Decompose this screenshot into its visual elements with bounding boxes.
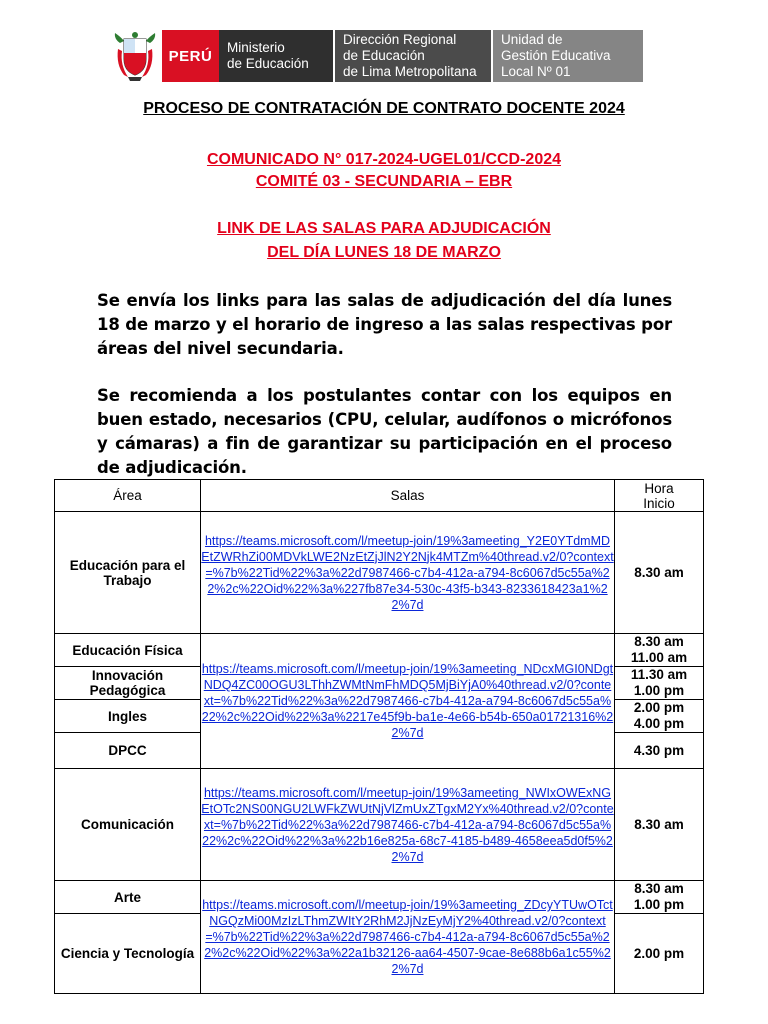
rooms-table xyxy=(54,479,704,994)
meeting-link[interactable] xyxy=(201,881,615,994)
link-title-line-1: LINK DE LAS SALAS PARA ADJUDICACIÓN xyxy=(217,220,551,237)
meeting-link-text[interactable]: https://teams.microsoft.com/l/meetup-join/19%3ameeting_NWIxOWExNGEtOTc2NS00NGU2LWFkZWUtNjVlZmUxZTgxM2Yx%40thread.v2/0?context=%7b%22Tid%22%3a%22d7987466-c7b4-412a-a794-8c6067d5c55a%22%2c%22Oid%22%3a%22b16e825a-68c7-4185-b489-4658eea5d0f5%22%7d xyxy=(201,785,614,864)
link-title-line-2: DEL DÍA LUNES 18 DE MARZO xyxy=(267,244,501,261)
document-title: PROCESO DE CONTRATACIÓN DE CONTRATO DOCENTE 2024 xyxy=(143,100,625,117)
start-time: 8.30 am 1.00 pm xyxy=(615,881,704,914)
start-time: 11.30 am 1.00 pm xyxy=(615,667,704,700)
ministry-label: Ministerio de Educación xyxy=(219,30,333,82)
start-time: 8.30 am xyxy=(615,769,704,881)
area-cell: DPCC xyxy=(55,733,201,769)
intro-paragraph: Se envía los links para las salas de adjudicación del día lunes 18 de marzo y el horario de ingreso a las salas respectivas por áreas del nivel secundaria. xyxy=(97,291,672,358)
peru-coat-of-arms-icon xyxy=(112,29,158,83)
start-time: 4.30 pm xyxy=(615,733,704,769)
meeting-link-text[interactable]: https://teams.microsoft.com/l/meetup-join/19%3ameeting_ZDcyYTUwOTctNGQzMi00MzIzLThmZWItY2RhM2JjNzEyMjY2%40thread.v2/0?context=%7b%22Tid%22%3a%22d7987466-c7b4-412a-a794-8c6067d5c55a%22%2c%22Oid%22%3a%22a1b32126-aa64-4507-9cae-8e688b6a1c55%22%7d xyxy=(202,898,613,976)
recommendation-paragraph: Se recomienda a los postulantes contar con los equipos en buen estado, necesarios (CPU, celular, audífonos o micrófonos y cámaras) a fin de garantizar su participación en el proceso de adjudicación. xyxy=(97,386,672,477)
meeting-link-text[interactable]: https://teams.microsoft.com/l/meetup-join/19%3ameeting_NDcxMGI0NDgtNDQ4ZC00OGU3LThhZWMtNmFhMDQ5MjBiYjA0%40thread.v2/0?context=%7b%22Tid%22%3a%22d7987466-c7b4-412a-a794-8c6067d5c55a%22%2c%22Oid%22%3a%2217e45f9b-ba1e-4e66-b54b-650a01721316%22%7d xyxy=(201,662,614,740)
area-cell: Ciencia y Tecnología xyxy=(55,914,201,994)
column-header-area: Área xyxy=(55,480,201,512)
meeting-link-text[interactable]: https://teams.microsoft.com/l/meetup-join/19%3ameeting_Y2E0YTdmMDEtZWRhZi00MDVkLWE2NzEtZjJlN2Y2Njk4MTZm%40thread.v2/0?context=%7b%22Tid%22%3a%22d7987466-c7b4-412a-a794-8c6067d5c55a%22%2c%22Oid%22%3a%227fb87e34-530c-43f5-b343-8233618423a1%22%7d xyxy=(201,533,614,612)
area-cell: Innovación Pedagógica xyxy=(55,667,201,700)
ugel-label: Unidad de Gestión Educativa Local Nº 01 xyxy=(491,30,643,82)
table-row xyxy=(55,769,704,881)
start-time: 8.30 am xyxy=(615,512,704,634)
comunicado-number: COMUNICADO N° 017-2024-UGEL01/CCD-2024 xyxy=(206,151,562,168)
column-header-hora: Hora Inicio xyxy=(615,480,704,512)
area-cell: Educación para el Trabajo xyxy=(55,512,201,634)
start-time: 2.00 pm 4.00 pm xyxy=(615,700,704,733)
peru-label: PERÚ xyxy=(162,30,219,82)
table-row xyxy=(55,634,704,667)
table-row xyxy=(55,881,704,914)
table-header-row xyxy=(55,480,704,512)
column-header-salas: Salas xyxy=(201,480,615,512)
institution-header xyxy=(112,29,643,83)
area-cell: Arte xyxy=(55,881,201,914)
regional-direction-label: Dirección Regional de Educación de Lima Metropolitana xyxy=(333,30,491,82)
start-time: 8.30 am 11.00 am xyxy=(615,634,704,667)
area-cell: Ingles xyxy=(55,700,201,733)
meeting-link[interactable] xyxy=(201,512,615,634)
start-time: 2.00 pm xyxy=(615,914,704,994)
committee-label: COMITÉ 03 - SECUNDARIA – EBR xyxy=(255,173,513,190)
meeting-link[interactable] xyxy=(201,634,615,769)
area-cell: Educación Física xyxy=(55,634,201,667)
meeting-link[interactable] xyxy=(201,769,615,881)
area-cell: Comunicación xyxy=(55,769,201,881)
table-row xyxy=(55,512,704,634)
